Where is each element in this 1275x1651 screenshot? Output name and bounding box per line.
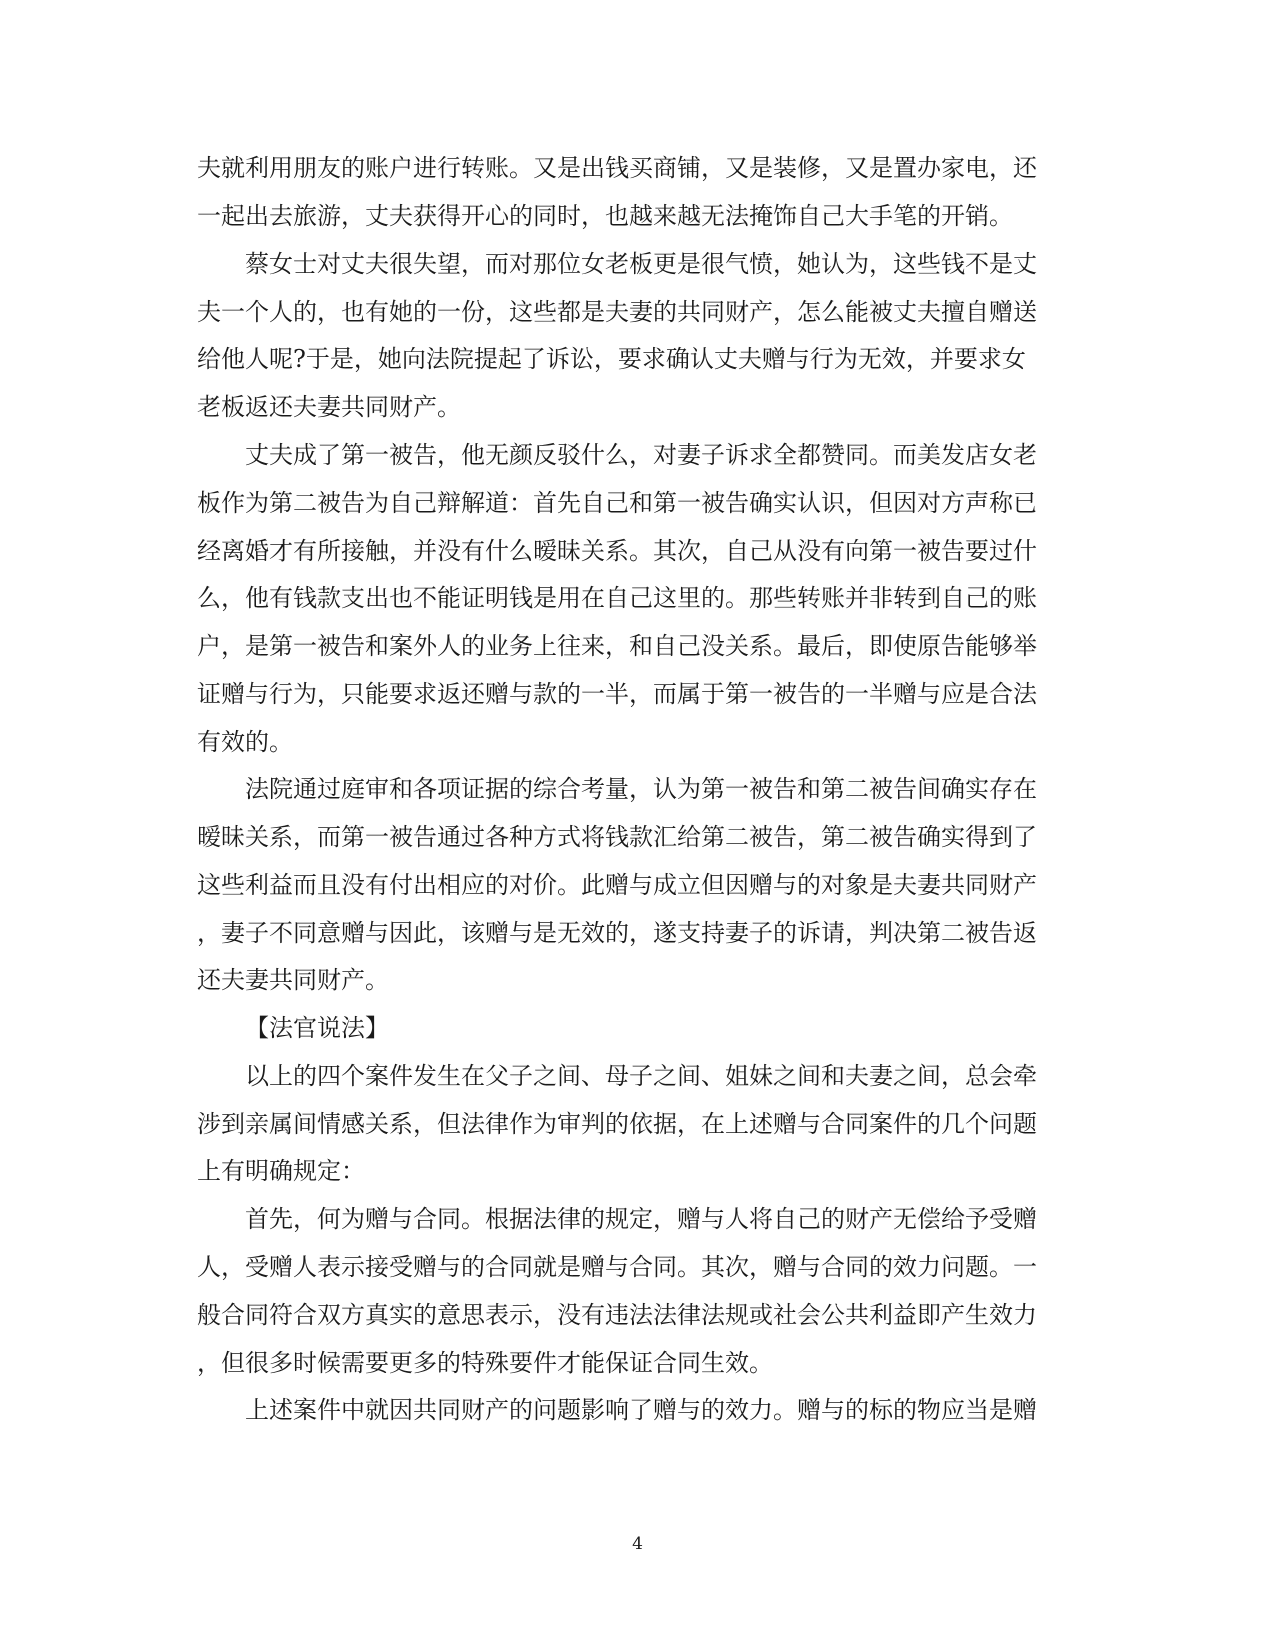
paragraph-line: 上述案件中就因共同财产的问题影响了赠与的效力。赠与的标的物应当是赠: [245, 1396, 1037, 1424]
paragraph-line: ，妻子不同意赠与因此，该赠与是无效的，遂支持妻子的诉请，判决第二被告返: [197, 919, 1037, 947]
paragraph-line: 暧昧关系，而第一被告通过各种方式将钱款汇给第二被告，第二被告确实得到了: [197, 823, 1037, 851]
section-heading: 【法官说法】: [245, 1014, 389, 1042]
paragraph-line: 证赠与行为，只能要求返还赠与款的一半，而属于第一被告的一半赠与应是合法: [197, 680, 1037, 708]
paragraph-line: ，但很多时候需要更多的特殊要件才能保证合同生效。: [197, 1349, 773, 1377]
paragraph-line: 一起出去旅游，丈夫获得开心的同时，也越来越无法掩饰自己大手笔的开销。: [197, 202, 1013, 230]
paragraph-line: 人，受赠人表示接受赠与的合同就是赠与合同。其次，赠与合同的效力问题。一: [197, 1253, 1037, 1281]
paragraph-line: 以上的四个案件发生在父子之间、母子之间、姐妹之间和夫妻之间，总会牵: [245, 1062, 1037, 1090]
paragraph-line: 还夫妻共同财产。: [197, 966, 389, 994]
paragraph-line: 户，是第一被告和案外人的业务上往来，和自己没关系。最后，即使原告能够举: [197, 632, 1037, 660]
paragraph-line: 夫就利用朋友的账户进行转账。又是出钱买商铺，又是装修，又是置办家电，还: [197, 154, 1037, 182]
paragraph-line: 么，他有钱款支出也不能证明钱是用在自己这里的。那些转账并非转到自己的账: [197, 584, 1037, 612]
paragraph-line: 老板返还夫妻共同财产。: [197, 393, 461, 421]
paragraph-line: 蔡女士对丈夫很失望，而对那位女老板更是很气愤，她认为，这些钱不是丈: [245, 250, 1037, 278]
paragraph-line: 般合同符合双方真实的意思表示，没有违法法律法规或社会公共利益即产生效力: [197, 1301, 1037, 1329]
paragraph-line: 丈夫成了第一被告，他无颜反驳什么，对妻子诉求全都赞同。而美发店女老: [245, 441, 1037, 469]
paragraph-line: 给他人呢?于是，她向法院提起了诉讼，要求确认丈夫赠与行为无效，并要求女: [197, 345, 1026, 373]
paragraph-line: 法院通过庭审和各项证据的综合考量，认为第一被告和第二被告间确实存在: [245, 775, 1037, 803]
page-number: 4: [632, 1534, 643, 1554]
paragraph-line: 板作为第二被告为自己辩解道：首先自己和第一被告确实认识，但因对方声称已: [197, 489, 1037, 517]
paragraph-line: 这些利益而且没有付出相应的对价。此赠与成立但因赠与的对象是夫妻共同财产: [197, 871, 1037, 899]
paragraph-line: 涉到亲属间情感关系，但法律作为审判的依据，在上述赠与合同案件的几个问题: [197, 1110, 1037, 1138]
paragraph-line: 上有明确规定：: [197, 1157, 365, 1185]
paragraph-line: 经离婚才有所接触，并没有什么暧昧关系。其次，自己从没有向第一被告要过什: [197, 537, 1037, 565]
paragraph-line: 夫一个人的，也有她的一份，这些都是夫妻的共同财产，怎么能被丈夫擅自赠送: [197, 298, 1037, 326]
paragraph-line: 首先，何为赠与合同。根据法律的规定，赠与人将自己的财产无偿给予受赠: [245, 1205, 1037, 1233]
paragraph-line: 有效的。: [197, 728, 293, 756]
